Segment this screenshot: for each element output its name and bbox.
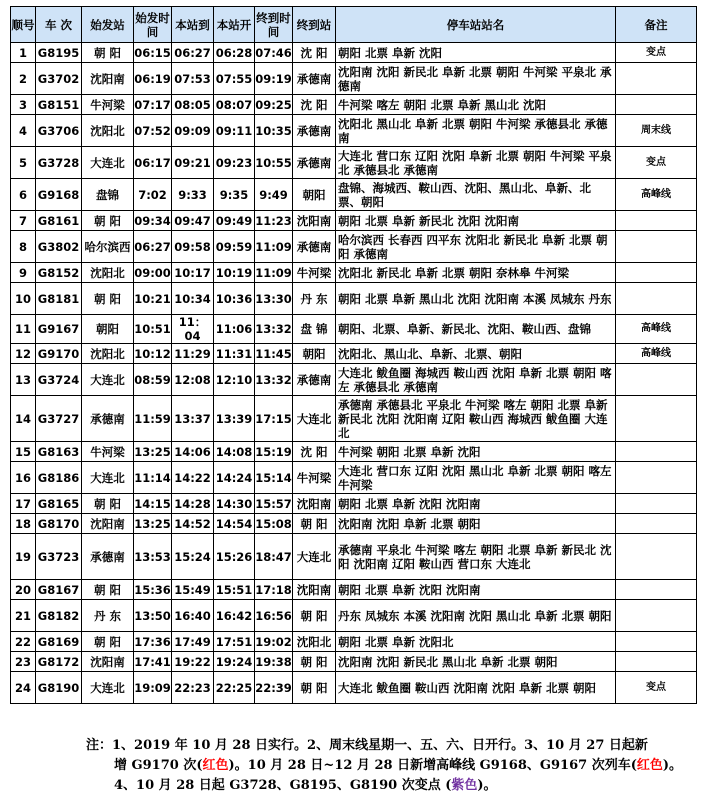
destination-cell: 朝阳 [293,179,336,211]
origin-station-cell: 朝 阳 [82,211,134,231]
arrive-here-time-cell: 14:22 [172,462,214,494]
footnote-text: )。10 月 28 日~12 月 28 日新增高峰线 G9168、G9167 次列车( [228,758,637,773]
footnote-line-1: 注：1、2019 年 10 月 28 日实行。2、周末线星期一、五、六、日开行。3、10 月 27 日起新 [86,738,648,753]
remark-cell [616,263,697,283]
destination-cell: 盘 锦 [293,315,336,344]
seq-cell: 15 [11,442,36,462]
table-row [11,514,697,534]
terminal-arrive-time-cell: 13:32 [255,315,293,344]
header-arrive-here: 本站到 [172,7,214,43]
terminal-arrive-time-cell: 07:46 [255,43,293,63]
header-remark: 备注 [616,7,697,43]
train-number-cell: G8181 [36,283,82,315]
stops-list-cell: 沈阳北 新民北 阜新 北票 朝阳 奈林皋 牛河梁 [336,263,616,283]
terminal-arrive-time-cell: 11:23 [255,211,293,231]
depart-here-time-cell: 06:28 [214,43,255,63]
seq-cell: 23 [11,652,36,672]
depart-here-time-cell: 22:25 [214,672,255,704]
table-row [11,344,697,364]
remark-cell [616,211,697,231]
destination-cell: 沈阳南 [293,580,336,600]
footnote-text: 4、10 月 28 日起 G3728、G8195、G8190 次变点 ( [114,778,452,793]
train-number-cell: G8172 [36,652,82,672]
depart-here-time-cell: 14:30 [214,494,255,514]
stops-list-cell: 牛河梁 朝阳 北票 阜新 沈阳 [336,442,616,462]
origin-station-cell: 大连北 [82,147,134,179]
remark-cell: 变点 [616,43,697,63]
origin-depart-time-cell: 17:36 [134,632,172,652]
destination-cell: 朝 阳 [293,672,336,704]
header-row [11,7,697,43]
timetable-body [11,43,697,704]
terminal-arrive-time-cell: 13:30 [255,283,293,315]
origin-depart-time-cell: 09:00 [134,263,172,283]
origin-station-cell: 沈阳北 [82,115,134,147]
arrive-here-time-cell: 10:17 [172,263,214,283]
train-number-cell: G3728 [36,147,82,179]
stops-list-cell: 大连北 营口东 辽阳 沈阳 黑山北 阜新 北票 朝阳 喀左 牛河梁 [336,462,616,494]
depart-here-time-cell: 16:42 [214,600,255,632]
header-seq: 顺号 [11,7,36,43]
remark-cell [616,652,697,672]
table-row [11,147,697,179]
arrive-here-time-cell: 15:24 [172,534,214,580]
origin-depart-time-cell: 15:36 [134,580,172,600]
origin-depart-time-cell: 13:53 [134,534,172,580]
table-row [11,283,697,315]
train-number-cell: G8163 [36,442,82,462]
remark-cell [616,231,697,263]
origin-depart-time-cell: 10:51 [134,315,172,344]
origin-station-cell: 沈阳南 [82,652,134,672]
seq-cell: 18 [11,514,36,534]
seq-cell: 16 [11,462,36,494]
depart-here-time-cell: 19:24 [214,652,255,672]
footnote-text: )。 [662,758,683,773]
arrive-here-time-cell: 14:06 [172,442,214,462]
train-number-cell: G3723 [36,534,82,580]
header-origin: 始发站 [82,7,134,43]
stops-list-cell: 牛河梁 喀左 朝阳 北票 阜新 黑山北 沈阳 [336,95,616,115]
remark-cell [616,95,697,115]
depart-here-time-cell: 17:51 [214,632,255,652]
origin-depart-time-cell: 19:09 [134,672,172,704]
arrive-here-time-cell: 16:40 [172,600,214,632]
terminal-arrive-time-cell: 9:49 [255,179,293,211]
stops-list-cell: 沈阳南 沈阳 新民北 阜新 北票 朝阳 牛河梁 平泉北 承德南 [336,63,616,95]
seq-cell: 19 [11,534,36,580]
stops-list-cell: 朝阳 北票 阜新 新民北 沈阳 沈阳南 [336,211,616,231]
table-row [11,364,697,396]
table-row [11,442,697,462]
depart-here-time-cell: 10:19 [214,263,255,283]
arrive-here-time-cell: 14:28 [172,494,214,514]
train-timetable [10,6,697,704]
origin-depart-time-cell: 06:27 [134,231,172,263]
train-number-cell: G8170 [36,514,82,534]
depart-here-time-cell: 13:39 [214,396,255,442]
remark-cell [616,396,697,442]
footnote-line-2 [86,756,686,776]
arrive-here-time-cell: 17:49 [172,632,214,652]
arrive-here-time-cell: 11:29 [172,344,214,364]
table-row [11,462,697,494]
origin-depart-time-cell: 08:59 [134,364,172,396]
seq-cell: 20 [11,580,36,600]
footnote-red-text: 红色 [202,758,229,773]
seq-cell: 11 [11,315,36,344]
origin-station-cell: 朝 阳 [82,632,134,652]
footnote-text: 增 G9170 次( [114,758,203,773]
table-row [11,672,697,704]
table-row [11,396,697,442]
origin-station-cell: 沈阳北 [82,263,134,283]
table-row [11,263,697,283]
origin-station-cell: 朝阳 [82,315,134,344]
arrive-here-time-cell: 12:08 [172,364,214,396]
header-stops: 停车站站名 [336,7,616,43]
terminal-arrive-time-cell: 13:32 [255,364,293,396]
terminal-arrive-time-cell: 17:15 [255,396,293,442]
origin-depart-time-cell: 10:12 [134,344,172,364]
arrive-here-time-cell: 09:58 [172,231,214,263]
table-row [11,231,697,263]
remark-cell: 高峰线 [616,344,697,364]
origin-depart-time-cell: 13:25 [134,514,172,534]
arrive-here-time-cell: 10:34 [172,283,214,315]
seq-cell: 21 [11,600,36,632]
stops-list-cell: 朝阳 北票 阜新 沈阳 [336,43,616,63]
seq-cell: 1 [11,43,36,63]
origin-station-cell: 沈阳南 [82,514,134,534]
terminal-arrive-time-cell: 22:39 [255,672,293,704]
remark-cell [616,580,697,600]
origin-station-cell: 朝 阳 [82,283,134,315]
train-number-cell: G8186 [36,462,82,494]
terminal-arrive-time-cell: 15:57 [255,494,293,514]
arrive-here-time-cell: 15:49 [172,580,214,600]
destination-cell: 承德南 [293,364,336,396]
destination-cell: 沈 阳 [293,442,336,462]
depart-here-time-cell: 12:10 [214,364,255,396]
footnote-purple-text: 紫色 [451,778,478,793]
arrive-here-time-cell: 09:21 [172,147,214,179]
table-row [11,211,697,231]
destination-cell: 沈 阳 [293,43,336,63]
origin-station-cell: 哈尔滨西 [82,231,134,263]
train-number-cell: G8190 [36,672,82,704]
arrive-here-time-cell: 09:09 [172,115,214,147]
remark-cell: 高峰线 [616,315,697,344]
origin-depart-time-cell: 11:14 [134,462,172,494]
seq-cell: 24 [11,672,36,704]
origin-depart-time-cell: 13:25 [134,442,172,462]
origin-station-cell: 承德南 [82,396,134,442]
seq-cell: 12 [11,344,36,364]
destination-cell: 丹 东 [293,283,336,315]
destination-cell: 承德南 [293,115,336,147]
origin-station-cell: 牛河梁 [82,442,134,462]
origin-station-cell: 丹 东 [82,600,134,632]
depart-here-time-cell: 15:51 [214,580,255,600]
stops-list-cell: 承德南 承德县北 平泉北 牛河梁 喀左 朝阳 北票 阜新 新民北 沈阳 沈阳南 辽阳 鞍山西 海城西 鲅鱼圈 大连北 [336,396,616,442]
origin-station-cell: 朝 阳 [82,43,134,63]
remark-cell [616,494,697,514]
origin-station-cell: 大连北 [82,672,134,704]
depart-here-time-cell: 14:24 [214,462,255,494]
destination-cell: 朝阳 [293,344,336,364]
stops-list-cell: 朝阳 北票 阜新 沈阳 沈阳南 [336,580,616,600]
terminal-arrive-time-cell: 19:02 [255,632,293,652]
remark-cell [616,462,697,494]
terminal-arrive-time-cell: 17:18 [255,580,293,600]
train-number-cell: G9168 [36,179,82,211]
remark-cell [616,514,697,534]
train-number-cell: G8161 [36,211,82,231]
remark-cell: 周末线 [616,115,697,147]
arrive-here-time-cell: 06:27 [172,43,214,63]
seq-cell: 22 [11,632,36,652]
depart-here-time-cell: 14:08 [214,442,255,462]
depart-here-time-cell: 15:26 [214,534,255,580]
train-number-cell: G3724 [36,364,82,396]
depart-here-time-cell: 07:55 [214,63,255,95]
destination-cell: 朝 阳 [293,652,336,672]
origin-depart-time-cell: 11:59 [134,396,172,442]
terminal-arrive-time-cell: 11:09 [255,263,293,283]
table-row [11,580,697,600]
remark-cell [616,600,697,632]
seq-cell: 5 [11,147,36,179]
remark-cell [616,364,697,396]
seq-cell: 7 [11,211,36,231]
seq-cell: 13 [11,364,36,396]
terminal-arrive-time-cell: 15:08 [255,514,293,534]
train-number-cell: G3702 [36,63,82,95]
terminal-arrive-time-cell: 10:55 [255,147,293,179]
origin-station-cell: 承德南 [82,534,134,580]
stops-list-cell: 大连北 鲅鱼圈 海城西 鞍山西 沈阳 阜新 北票 朝阳 喀左 承德县北 承德南 [336,364,616,396]
stops-list-cell: 大连北 鲅鱼圈 鞍山西 沈阳南 沈阳 阜新 北票 朝阳 [336,672,616,704]
origin-depart-time-cell: 06:19 [134,63,172,95]
origin-station-cell: 沈阳南 [82,63,134,95]
arrive-here-time-cell: 08:05 [172,95,214,115]
header-end-time: 终到时间 [255,7,293,43]
terminal-arrive-time-cell: 15:19 [255,442,293,462]
stops-list-cell: 朝阳 北票 阜新 沈阳北 [336,632,616,652]
destination-cell: 朝 阳 [293,514,336,534]
origin-depart-time-cell: 7:02 [134,179,172,211]
terminal-arrive-time-cell: 15:14 [255,462,293,494]
stops-list-cell: 盘锦、海城西、鞍山西、沈阳、黑山北、阜新、北票、朝阳 [336,179,616,211]
destination-cell: 沈 阳 [293,95,336,115]
table-row [11,600,697,632]
footnote-line-3 [86,776,686,796]
footnote-red-text: 红色 [636,758,663,773]
train-number-cell: G3706 [36,115,82,147]
origin-depart-time-cell: 06:17 [134,147,172,179]
destination-cell: 承德南 [293,231,336,263]
train-number-cell: G8182 [36,600,82,632]
origin-depart-time-cell: 17:41 [134,652,172,672]
arrive-here-time-cell: 11：04 [172,315,214,344]
table-row [11,43,697,63]
terminal-arrive-time-cell: 11:45 [255,344,293,364]
origin-station-cell: 盘锦 [82,179,134,211]
depart-here-time-cell: 09:59 [214,231,255,263]
origin-depart-time-cell: 13:50 [134,600,172,632]
table-row [11,115,697,147]
header-depart: 始发时间 [134,7,172,43]
train-number-cell: G9167 [36,315,82,344]
origin-station-cell: 朝 阳 [82,494,134,514]
origin-station-cell: 大连北 [82,364,134,396]
header-dest: 终到站 [293,7,336,43]
table-row [11,63,697,95]
depart-here-time-cell: 9:35 [214,179,255,211]
terminal-arrive-time-cell: 09:25 [255,95,293,115]
header-depart-here: 本站开 [214,7,255,43]
seq-cell: 6 [11,179,36,211]
origin-depart-time-cell: 07:52 [134,115,172,147]
table-row [11,652,697,672]
depart-here-time-cell: 11:31 [214,344,255,364]
header-train: 车 次 [36,7,82,43]
destination-cell: 承德南 [293,147,336,179]
table-row [11,95,697,115]
seq-cell: 14 [11,396,36,442]
stops-list-cell: 朝阳 北票 阜新 沈阳 沈阳南 [336,494,616,514]
origin-station-cell: 大连北 [82,462,134,494]
destination-cell: 沈阳南 [293,494,336,514]
depart-here-time-cell: 09:23 [214,147,255,179]
arrive-here-time-cell: 09:47 [172,211,214,231]
depart-here-time-cell: 10:36 [214,283,255,315]
seq-cell: 17 [11,494,36,514]
seq-cell: 3 [11,95,36,115]
footnote [86,736,686,796]
arrive-here-time-cell: 07:53 [172,63,214,95]
remark-cell [616,534,697,580]
stops-list-cell: 丹东 凤城东 本溪 沈阳南 沈阳 黑山北 阜新 北票 朝阳 [336,600,616,632]
stops-list-cell: 哈尔滨西 长春西 四平东 沈阳北 新民北 阜新 北票 朝阳 承德南 [336,231,616,263]
remark-cell [616,283,697,315]
seq-cell: 4 [11,115,36,147]
depart-here-time-cell: 08:07 [214,95,255,115]
depart-here-time-cell: 14:54 [214,514,255,534]
stops-list-cell: 朝阳 北票 阜新 黑山北 沈阳 沈阳南 本溪 凤城东 丹东 [336,283,616,315]
origin-depart-time-cell: 14:15 [134,494,172,514]
seq-cell: 10 [11,283,36,315]
stops-list-cell: 朝阳、北票、阜新、新民北、沈阳、鞍山西、盘锦 [336,315,616,344]
table-row [11,179,697,211]
destination-cell: 大连北 [293,396,336,442]
train-number-cell: G9170 [36,344,82,364]
destination-cell: 牛河梁 [293,263,336,283]
terminal-arrive-time-cell: 19:38 [255,652,293,672]
origin-depart-time-cell: 07:17 [134,95,172,115]
depart-here-time-cell: 09:49 [214,211,255,231]
destination-cell: 沈阳南 [293,211,336,231]
stops-list-cell: 大连北 营口东 辽阳 沈阳 阜新 北票 朝阳 牛河梁 平泉北 承德县北 承德南 [336,147,616,179]
seq-cell: 8 [11,231,36,263]
seq-cell: 9 [11,263,36,283]
origin-station-cell: 朝 阳 [82,580,134,600]
terminal-arrive-time-cell: 11:09 [255,231,293,263]
train-number-cell: G8152 [36,263,82,283]
train-number-cell: G8151 [36,95,82,115]
remark-cell: 变点 [616,672,697,704]
arrive-here-time-cell: 9:33 [172,179,214,211]
terminal-arrive-time-cell: 18:47 [255,534,293,580]
terminal-arrive-time-cell: 10:35 [255,115,293,147]
stops-list-cell: 沈阳北 黑山北 阜新 北票 朝阳 牛河梁 承德县北 承德南 [336,115,616,147]
destination-cell: 承德南 [293,63,336,95]
train-number-cell: G8167 [36,580,82,600]
table-row [11,534,697,580]
remark-cell [616,632,697,652]
table-row [11,632,697,652]
arrive-here-time-cell: 14:52 [172,514,214,534]
origin-depart-time-cell: 09:34 [134,211,172,231]
remark-cell [616,442,697,462]
arrive-here-time-cell: 22:23 [172,672,214,704]
origin-depart-time-cell: 10:21 [134,283,172,315]
arrive-here-time-cell: 19:22 [172,652,214,672]
stops-list-cell: 沈阳南 沈阳 阜新 北票 朝阳 [336,514,616,534]
train-number-cell: G3727 [36,396,82,442]
depart-here-time-cell: 11:06 [214,315,255,344]
destination-cell: 牛河梁 [293,462,336,494]
remark-cell: 变点 [616,147,697,179]
table-row [11,315,697,344]
remark-cell: 高峰线 [616,179,697,211]
terminal-arrive-time-cell: 09:19 [255,63,293,95]
destination-cell: 沈阳北 [293,632,336,652]
stops-list-cell: 沈阳北、黑山北、阜新、北票、朝阳 [336,344,616,364]
origin-depart-time-cell: 06:15 [134,43,172,63]
depart-here-time-cell: 09:11 [214,115,255,147]
terminal-arrive-time-cell: 16:56 [255,600,293,632]
origin-station-cell: 沈阳北 [82,344,134,364]
train-number-cell: G8195 [36,43,82,63]
origin-station-cell: 牛河梁 [82,95,134,115]
stops-list-cell: 承德南 平泉北 牛河梁 喀左 朝阳 北票 阜新 新民北 沈阳 沈阳南 辽阳 鞍山西 营口东 大连北 [336,534,616,580]
table-row [11,494,697,514]
remark-cell [616,63,697,95]
seq-cell: 2 [11,63,36,95]
train-number-cell: G8165 [36,494,82,514]
destination-cell: 大连北 [293,534,336,580]
stops-list-cell: 沈阳南 沈阳 新民北 黑山北 阜新 北票 朝阳 [336,652,616,672]
footnote-text: )。 [477,778,497,793]
arrive-here-time-cell: 13:37 [172,396,214,442]
train-number-cell: G3802 [36,231,82,263]
train-number-cell: G8169 [36,632,82,652]
destination-cell: 朝 阳 [293,600,336,632]
